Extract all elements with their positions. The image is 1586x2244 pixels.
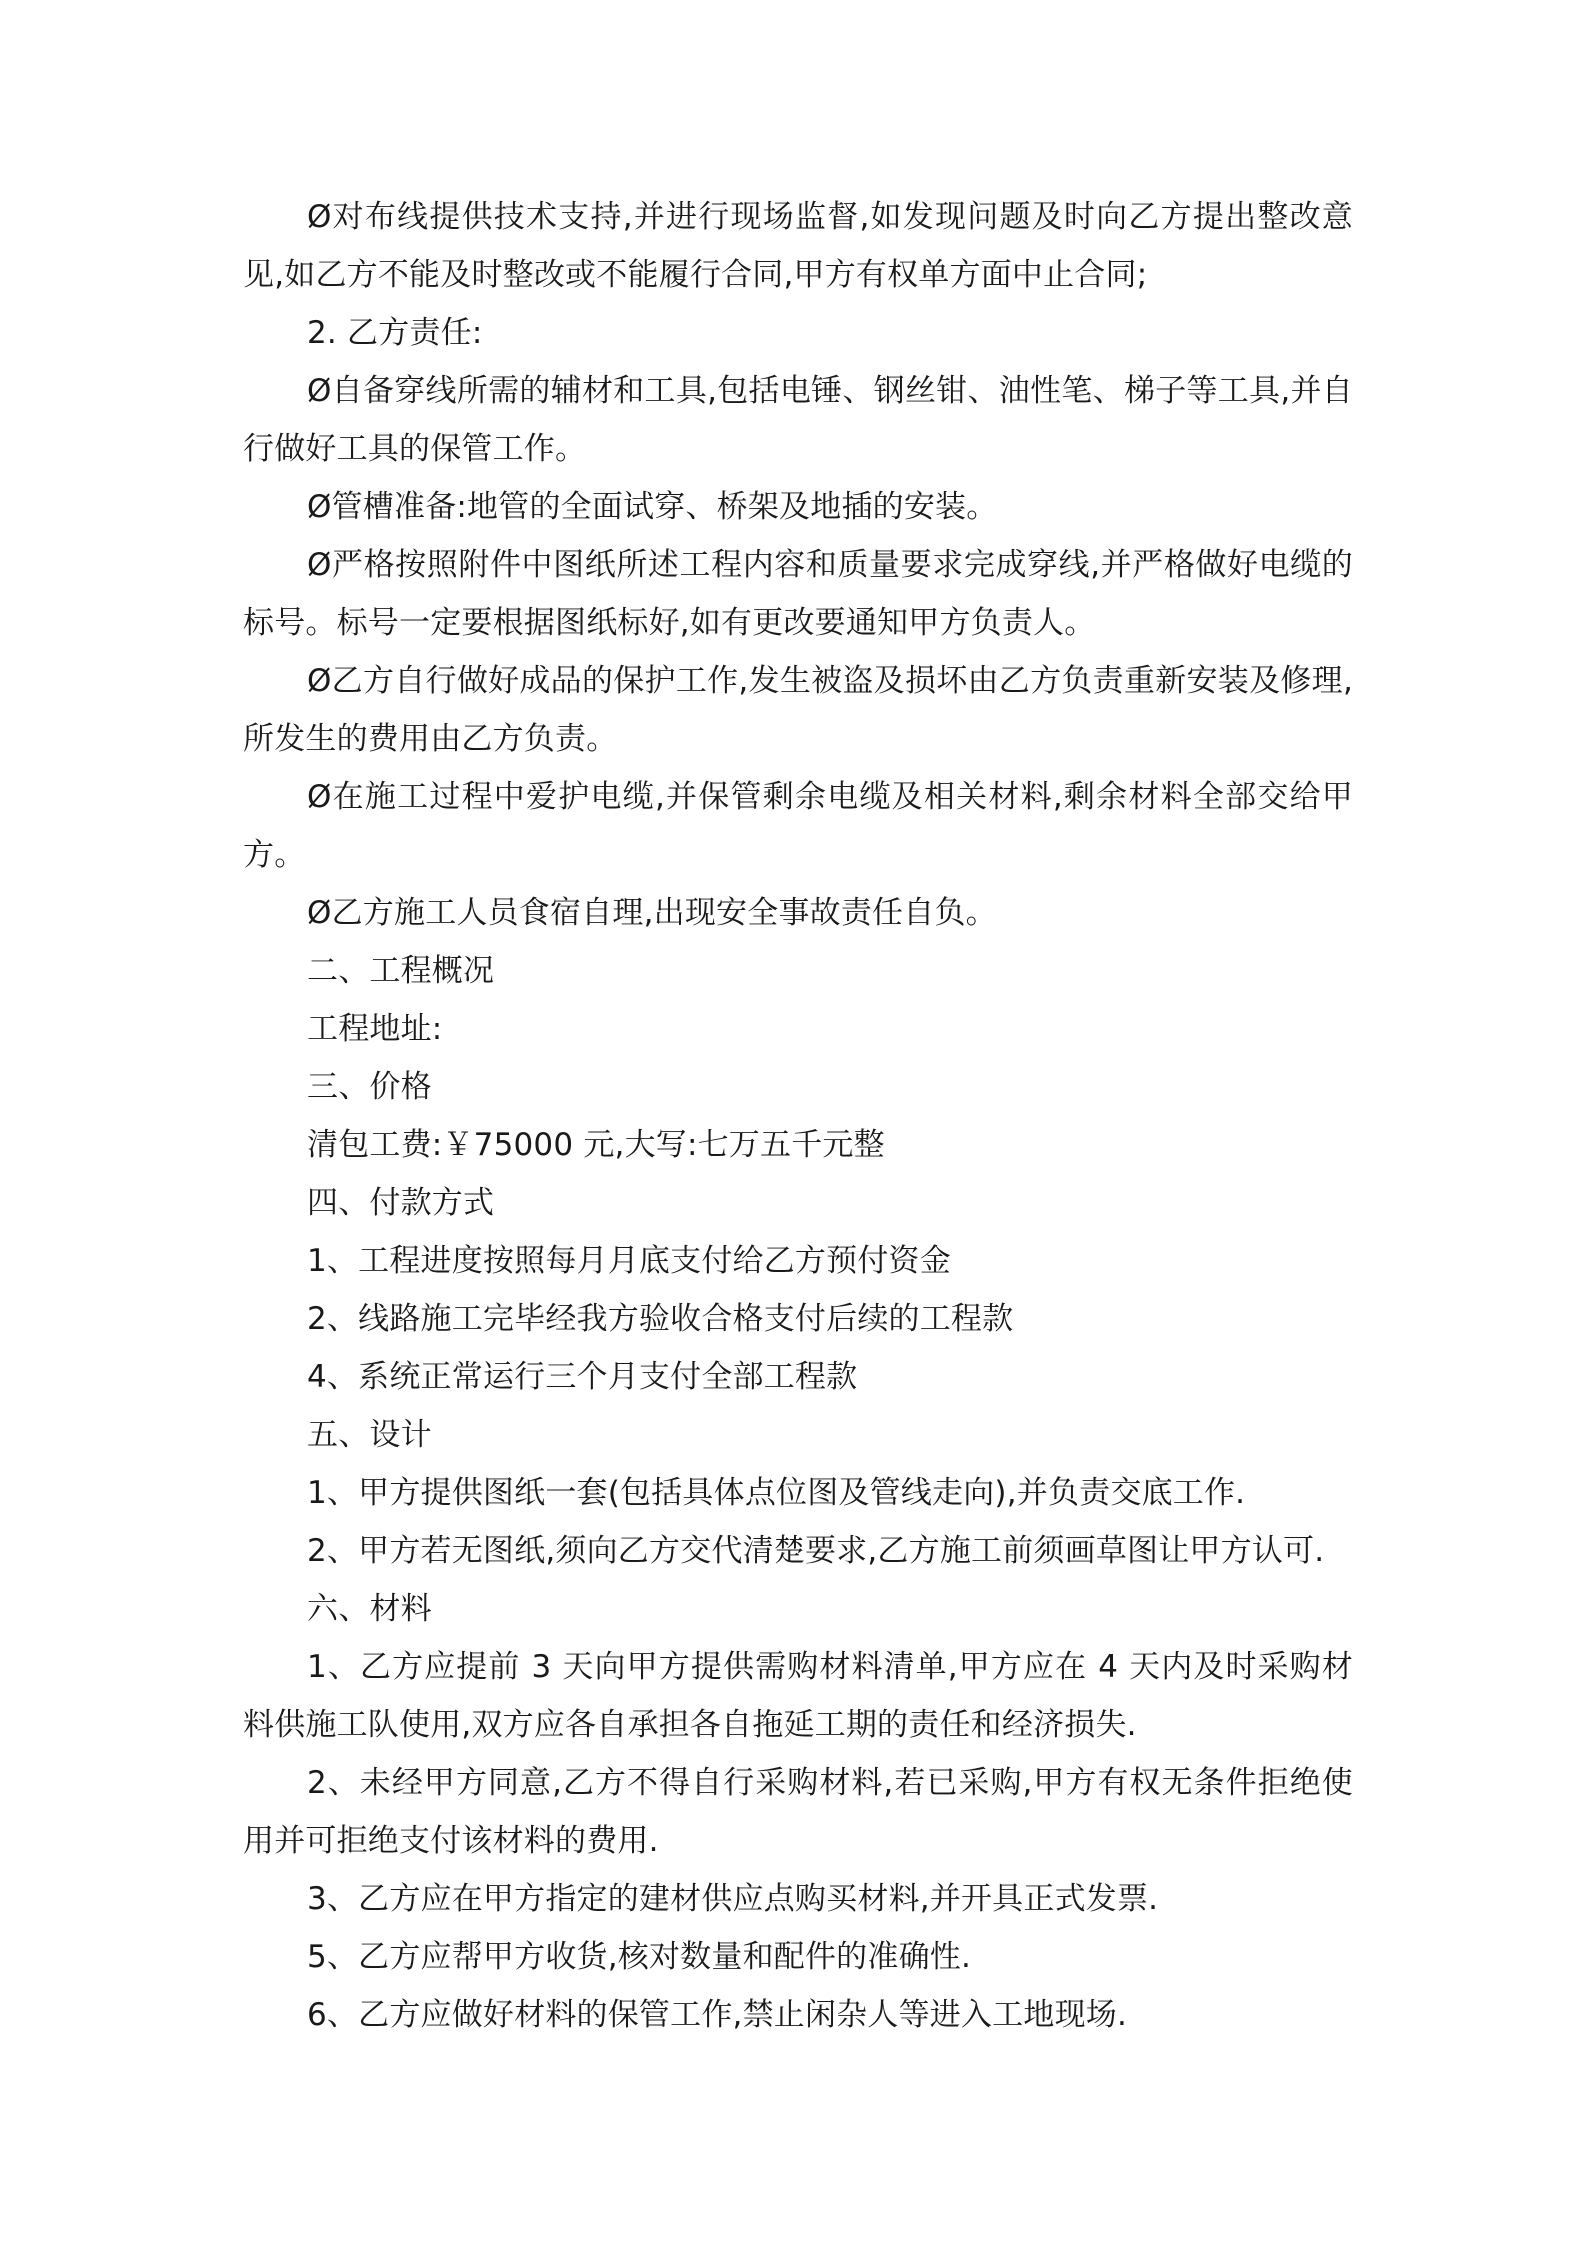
section-heading: 四、付款方式 [307, 1185, 495, 1221]
paragraph: Ø严格按照附件中图纸所述工程内容和质量要求完成穿线,并严格做好电缆的标号。标号一定要根据图纸标好,如有更改要通知甲方负责人。 [243, 547, 1353, 641]
paragraph: Ø自备穿线所需的辅材和工具,包括电锤、钢丝钳、油性笔、梯子等工具,并自行做好工具的保管工作。 [243, 373, 1353, 467]
list-item: 2、线路施工完毕经我方验收合格支付后续的工程款 [307, 1301, 1014, 1337]
list-item: 2、甲方若无图纸,须向乙方交代清楚要求,乙方施工前须画草图让甲方认可. [307, 1533, 1325, 1569]
section-heading: 三、价格 [307, 1069, 432, 1105]
list-item: 5、乙方应帮甲方收货,核对数量和配件的准确性. [307, 1939, 972, 1975]
document-body [243, 188, 1353, 2044]
paragraph: Ø管槽准备:地管的全面试穿、桥架及地插的安装。 [307, 489, 998, 525]
paragraph: Ø对布线提供技术支持,并进行现场监督,如发现问题及时向乙方提出整改意见,如乙方不能及时整改或不能履行合同,甲方有权单方面中止合同; [243, 199, 1353, 293]
list-item: 1、工程进度按照每月月底支付给乙方预付资金 [307, 1243, 951, 1279]
section-heading: 六、材料 [307, 1591, 432, 1627]
paragraph: Ø乙方施工人员食宿自理,出现安全事故责任自负。 [307, 895, 997, 931]
section-heading: 二、工程概况 [307, 953, 495, 989]
paragraph: 清包工费:￥75000 元,大写:七万五千元整 [307, 1127, 885, 1163]
list-item: 1、乙方应提前 3 天向甲方提供需购材料清单,甲方应在 4 天内及时采购材料供施工队使用,双方应各自承担各自拖延工期的责任和经济损失. [243, 1649, 1353, 1743]
paragraph: Ø乙方自行做好成品的保护工作,发生被盗及损坏由乙方负责重新安装及修理,所发生的费用由乙方负责。 [243, 663, 1353, 757]
section-heading: 五、设计 [307, 1417, 432, 1453]
list-item: 4、系统正常运行三个月支付全部工程款 [307, 1359, 858, 1395]
list-item: 2、未经甲方同意,乙方不得自行采购材料,若已采购,甲方有权无条件拒绝使用并可拒绝支付该材料的费用. [243, 1765, 1353, 1859]
list-item: 6、乙方应做好材料的保管工作,禁止闲杂人等进入工地现场. [307, 1997, 1128, 2033]
paragraph: Ø在施工过程中爱护电缆,并保管剩余电缆及相关材料,剩余材料全部交给甲方。 [243, 779, 1353, 873]
list-item: 3、乙方应在甲方指定的建材供应点购买材料,并开具正式发票. [307, 1881, 1159, 1917]
paragraph: 工程地址: [307, 1011, 443, 1047]
section-heading: 2. 乙方责任: [307, 315, 483, 351]
list-item: 1、甲方提供图纸一套(包括具体点位图及管线走向),并负责交底工作. [307, 1475, 1246, 1511]
